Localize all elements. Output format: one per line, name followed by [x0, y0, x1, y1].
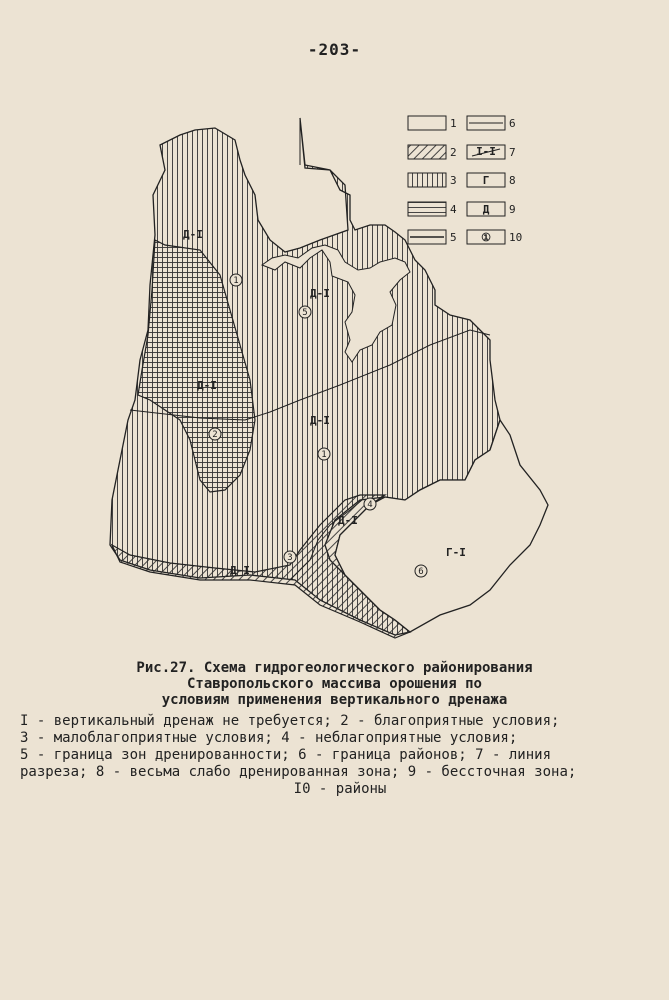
legend-text-line-2: 3 - малоблагоприятные условия; 4 - неблагоприятные условия;: [20, 730, 518, 746]
legend-num-1: 1: [450, 117, 457, 130]
figure-caption: [0, 660, 669, 708]
svg-text:5: 5: [302, 308, 308, 318]
legend-num-4: 4: [450, 203, 457, 216]
page-number: -203-: [307, 40, 362, 59]
zone-label-d1-small: Д-I: [338, 514, 358, 527]
legend-num-10: 10: [509, 231, 523, 244]
legend-text-line-4: разреза; 8 - весьма слабо дренированная зона; 9 - бессточная зона;: [20, 764, 577, 780]
district-marker-2: [209, 428, 221, 440]
legend-text-line-3: 5 - граница зон дренированности; 6 - граница районов; 7 - линия: [20, 747, 552, 763]
zone-label-d1-center: Д-I: [310, 414, 330, 427]
legend-num-7: 7: [509, 146, 516, 159]
legend-symbol-10: ①: [481, 231, 491, 244]
map-legend: [408, 116, 522, 244]
legend-swatch-1: [408, 116, 446, 130]
svg-text:2: 2: [212, 430, 218, 440]
legend-num-5: 5: [450, 231, 457, 244]
district-marker-1-center: [318, 448, 330, 460]
legend-symbol-8: Г: [482, 174, 490, 187]
district-marker-1-north: [230, 274, 242, 286]
caption-line-2: Ставропольского массива орошения по: [186, 676, 482, 692]
zone-label-d1-west: Д-I: [197, 379, 217, 392]
district-marker-3: [284, 551, 296, 563]
zone-label-d1-south: Д-I: [230, 564, 250, 577]
district-marker-5: [299, 306, 311, 318]
legend-symbol-9: Д: [482, 203, 490, 216]
legend-swatch-4: [408, 202, 446, 216]
legend-text-line-5: I0 - районы: [293, 781, 387, 797]
legend-num-9: 9: [509, 203, 516, 216]
svg-text:6: 6: [418, 567, 424, 577]
zone-label-g1: Г-I: [446, 546, 466, 559]
legend-symbol-7: I-I: [476, 145, 496, 158]
legend-num-8: 8: [509, 174, 516, 187]
legend-num-2: 2: [450, 146, 457, 159]
caption-line-3: условиям применения вертикального дренажа: [161, 692, 508, 708]
legend-swatch-2: [408, 145, 446, 159]
svg-text:4: 4: [367, 500, 373, 510]
legend-num-6: 6: [509, 117, 516, 130]
legend-swatch-3: [408, 173, 446, 187]
legend-num-3: 3: [450, 174, 457, 187]
district-marker-6: [415, 565, 427, 577]
legend-explanation: [20, 713, 660, 798]
zone-label-d1-north: Д-I: [183, 228, 203, 241]
svg-text:3: 3: [287, 553, 293, 563]
district-marker-4: [364, 498, 376, 510]
zone-label-d1-lake: Д-I: [310, 287, 330, 300]
legend-text-line-1: I - вертикальный дренаж не требуется; 2 - благоприятные условия;: [20, 713, 560, 729]
svg-text:1: 1: [233, 276, 239, 286]
caption-line-1: Рис.27. Схема гидрогеологического районирования: [136, 660, 533, 676]
svg-text:1: 1: [321, 450, 327, 460]
